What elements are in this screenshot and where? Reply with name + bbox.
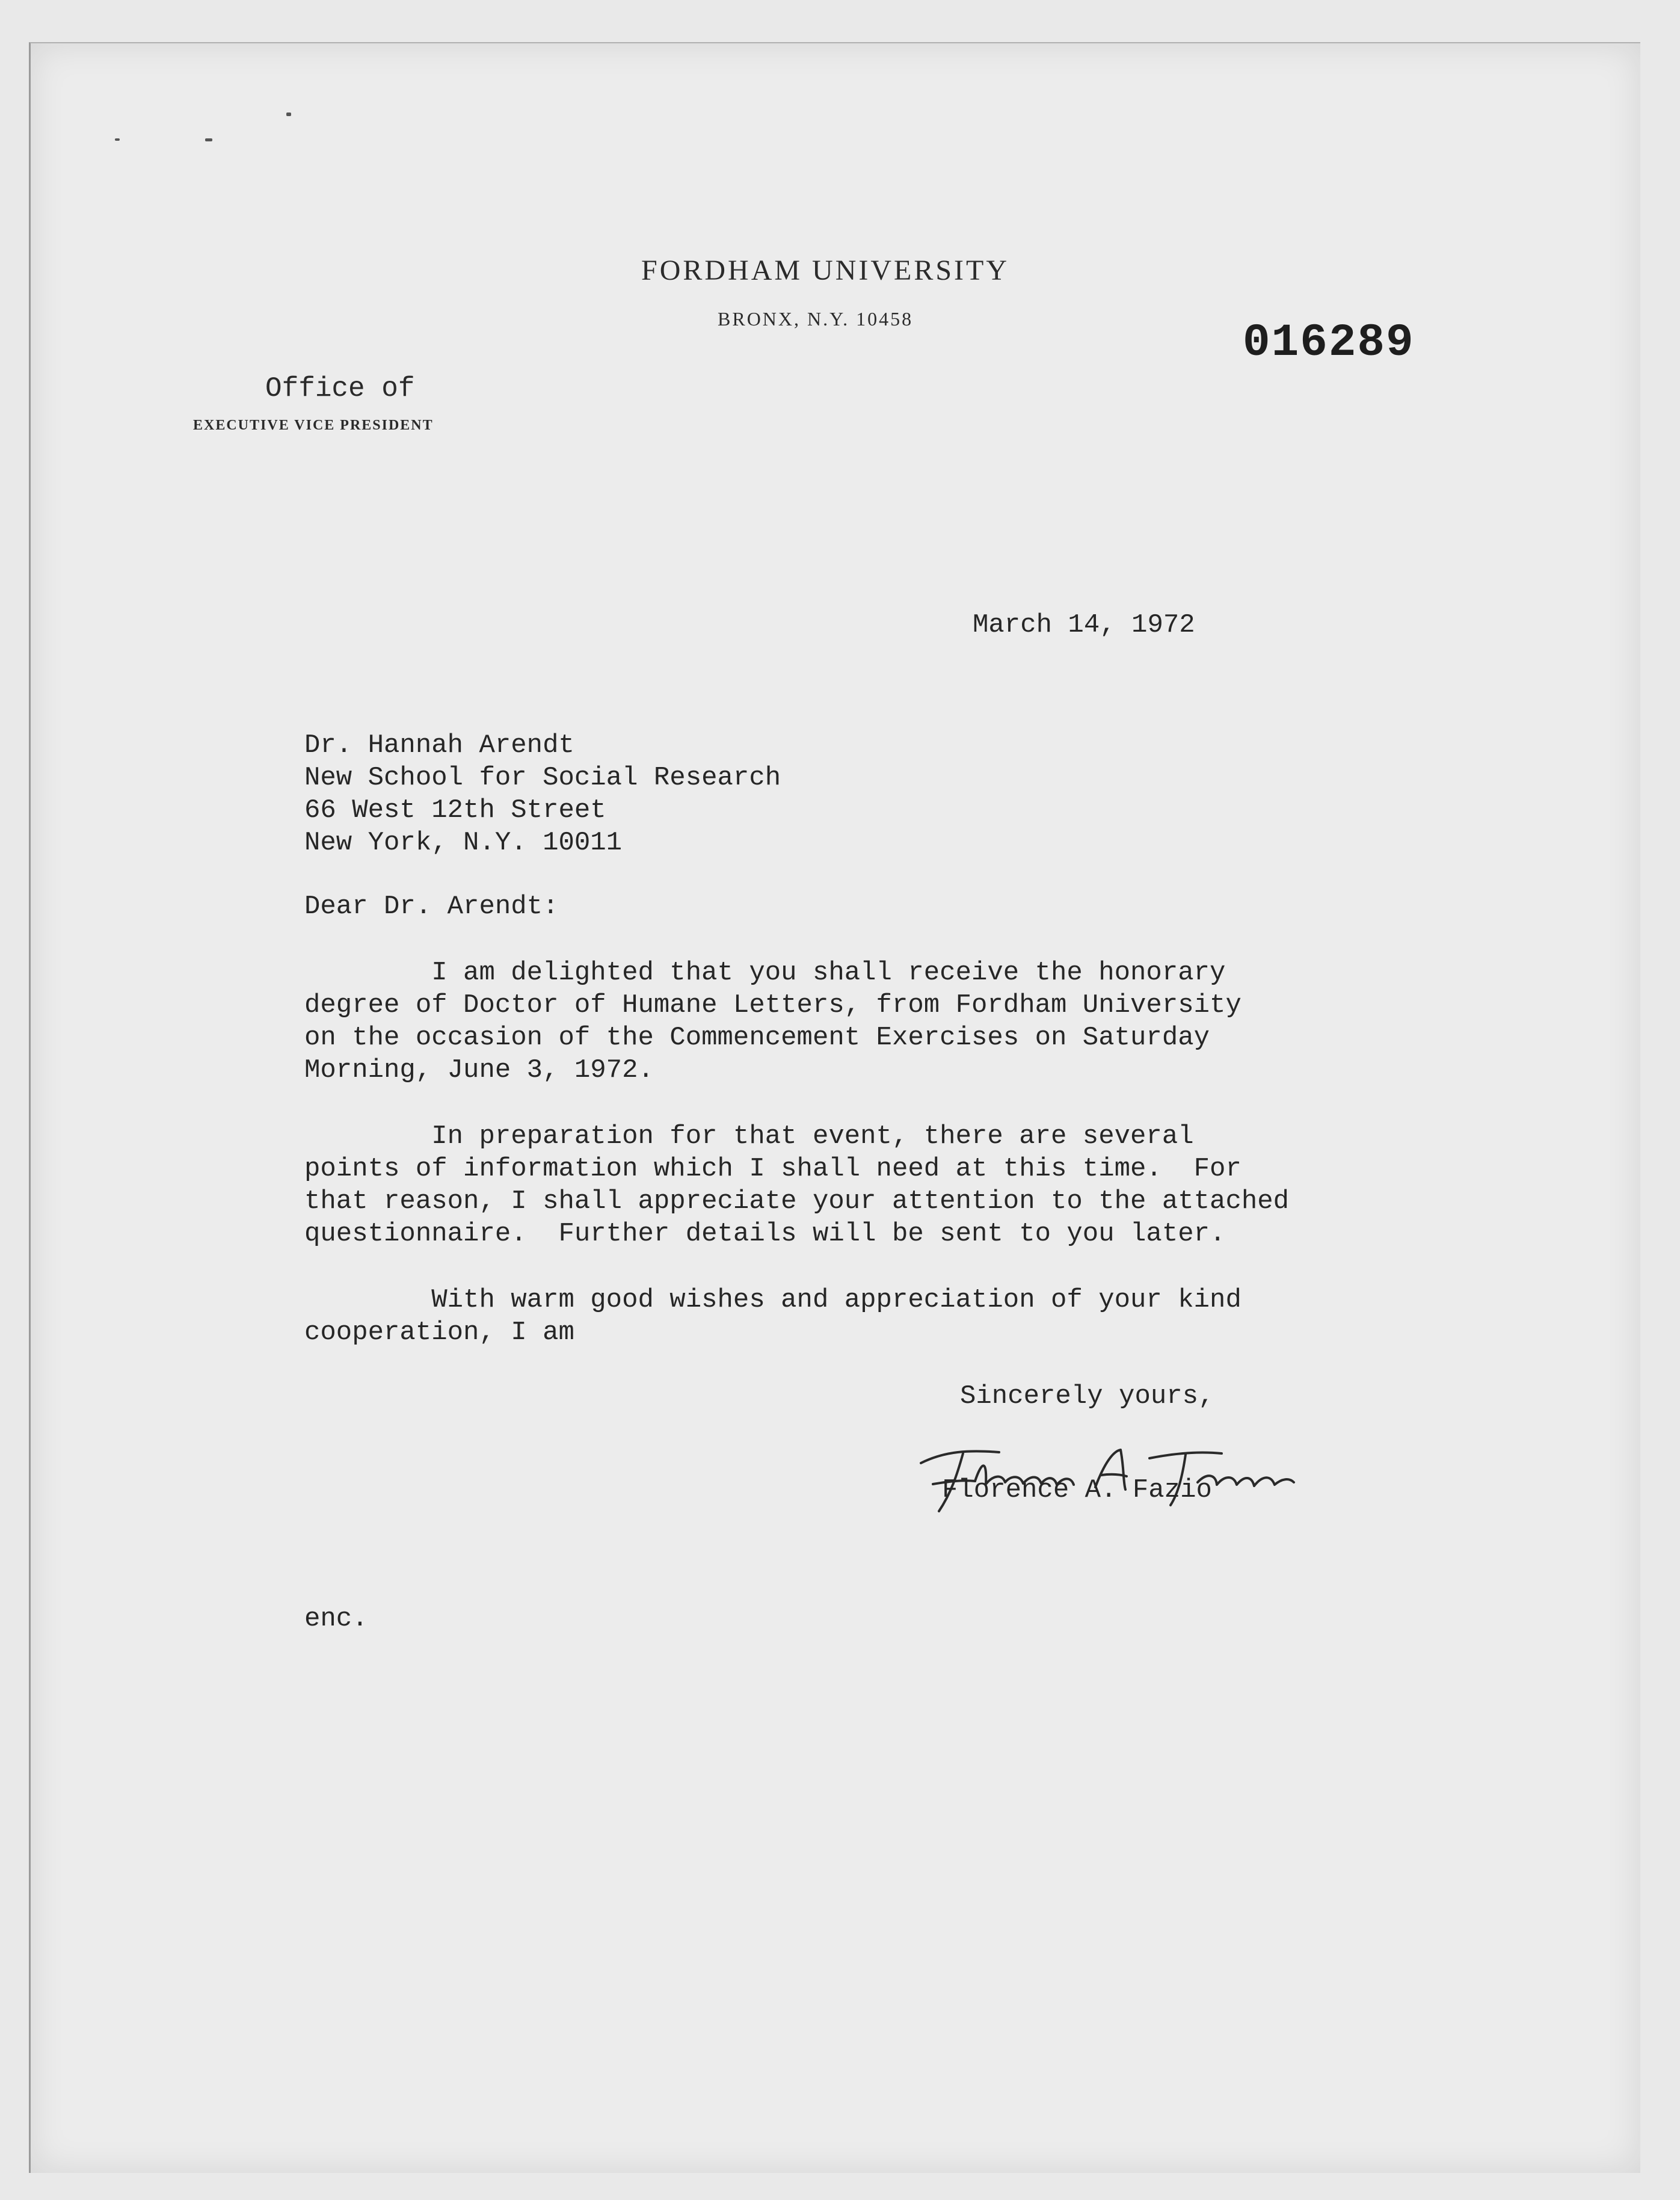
paragraph-2-line-3: that reason, I shall appreciate your attention to the attached bbox=[304, 1186, 1290, 1216]
closing: Sincerely yours, bbox=[960, 1381, 1214, 1411]
recipient-street: 66 West 12th Street bbox=[304, 795, 606, 825]
speck bbox=[115, 138, 120, 141]
paragraph-1-line-1: I am delighted that you shall receive the honorary bbox=[304, 958, 1226, 988]
paragraph-1-line-2: degree of Doctor of Humane Letters, from Fordham University bbox=[304, 990, 1242, 1020]
letterhead-institution: FORDHAM UNIVERSITY bbox=[641, 254, 1010, 286]
office-of-label: Office of bbox=[265, 373, 415, 404]
paragraph-1-line-4: Morning, June 3, 1972. bbox=[304, 1055, 654, 1085]
paragraph-2-line-4: questionnaire. Further details will be sent to you later. bbox=[304, 1219, 1226, 1249]
signatory-typed-name: Florence A. Fazio bbox=[942, 1475, 1212, 1505]
letterhead-address: BRONX, N.Y. 10458 bbox=[718, 308, 914, 330]
salutation: Dear Dr. Arendt: bbox=[304, 892, 559, 922]
paragraph-3-line-2: cooperation, I am bbox=[304, 1317, 574, 1348]
office-title: EXECUTIVE VICE PRESIDENT bbox=[193, 418, 434, 433]
letter-date: March 14, 1972 bbox=[973, 610, 1195, 640]
enclosure-note: enc. bbox=[304, 1604, 368, 1634]
paragraph-1-line-3: on the occasion of the Commencement Exercises on Saturday bbox=[304, 1023, 1210, 1053]
paragraph-2-line-1: In preparation for that event, there are several bbox=[304, 1121, 1194, 1151]
speck bbox=[286, 112, 291, 116]
recipient-organization: New School for Social Research bbox=[304, 763, 781, 793]
recipient-city: New York, N.Y. 10011 bbox=[304, 828, 623, 858]
paragraph-3-line-1: With warm good wishes and appreciation of your kind bbox=[304, 1285, 1242, 1315]
paragraph-2-line-2: points of information which I shall need at this time. For bbox=[304, 1154, 1242, 1184]
speck bbox=[205, 138, 212, 141]
document-number: 016289 bbox=[1243, 317, 1415, 369]
recipient-name: Dr. Hannah Arendt bbox=[304, 730, 574, 760]
letter-page bbox=[29, 42, 1640, 2173]
